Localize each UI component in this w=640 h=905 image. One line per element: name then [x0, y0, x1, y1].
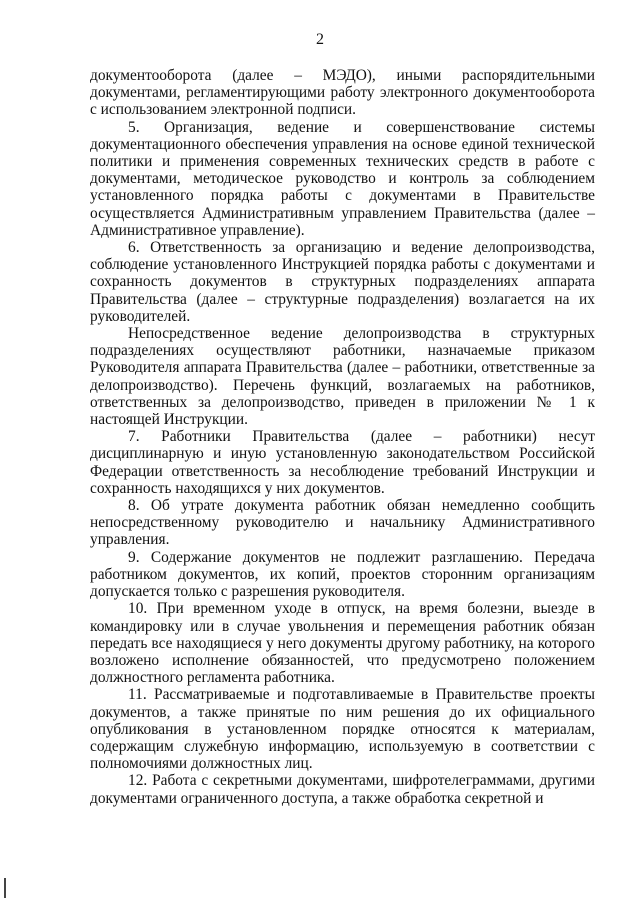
paragraph-item-8: 8. Об утрате документа работник обязан немедленно сообщить непосредственному руководителю и начальнику Административного управления. [90, 497, 595, 549]
paragraph-item-7: 7. Работники Правительства (далее – работники) несут дисциплинарную и иную установленную законодательством Российской Федерации ответственность за несоблюдение требований Инструкции и сохранность находящихся у них документов. [90, 428, 595, 497]
paragraph-continuation: документооборота (далее – МЭДО), иными распорядительными документами, регламентирующими работу электронного документооборота с использованием электронной подписи. [90, 67, 595, 119]
paragraph-item-10: 10. При временном уходе в отпуск, на время болезни, выезде в командировку или в случае увольнения и перемещения работник обязан передать все находящиеся у него документы другому работнику, на которого возложено исполнение обязанностей, что предусмотрено положением должностного регламента работника. [90, 600, 595, 687]
scan-edge-mark [4, 878, 6, 898]
paragraph-item-6-continued: Непосредственное ведение делопроизводства в структурных подразделениях осуществляют работники, назначаемые приказом Руководителя аппарата Правительства (далее – работники, ответственные за делопроизводство). Перечень функций, возлагаемых на работников, ответственных за делопроизводство, приведен в приложении № 1 к настоящей Инструкции. [90, 325, 595, 429]
document-body [90, 67, 595, 807]
paragraph-item-6: 6. Ответственность за организацию и ведение делопроизводства, соблюдение установленного Инструкцией порядка работы с документами и сохранность документов в структурных подразделениях аппарата Правительства (далее – структурные подразделения) возлагается на их руководителей. [90, 239, 595, 325]
page-number: 2 [316, 31, 324, 48]
paragraph-item-5: 5. Организация, ведение и совершенствование системы документационного обеспечения управления на основе единой технической политики и применения современных технических средств в работе с документами, методическое руководство и контроль за соблюдением установленного порядка работы с документами в Правительстве осуществляется Административным управлением Правительства (далее – Административное управление). [90, 118, 595, 239]
paragraph-item-12: 12. Работа с секретными документами, шифротелеграммами, другими документами ограниченного доступа, а также обработка секретной и [90, 772, 595, 807]
paragraph-item-9: 9. Содержание документов не подлежит разглашению. Передача работником документов, их копий, проектов сторонним организациям допускается только с разрешения руководителя. [90, 548, 595, 601]
paragraph-item-11: 11. Рассматриваемые и подготавливаемые в Правительстве проекты документов, а также принятые по ним решения до их официального опубликования в установленном порядке относятся к материалам, содержащим служебную информацию, используемую в соответствии с полномочиями должностных лиц. [90, 686, 595, 773]
